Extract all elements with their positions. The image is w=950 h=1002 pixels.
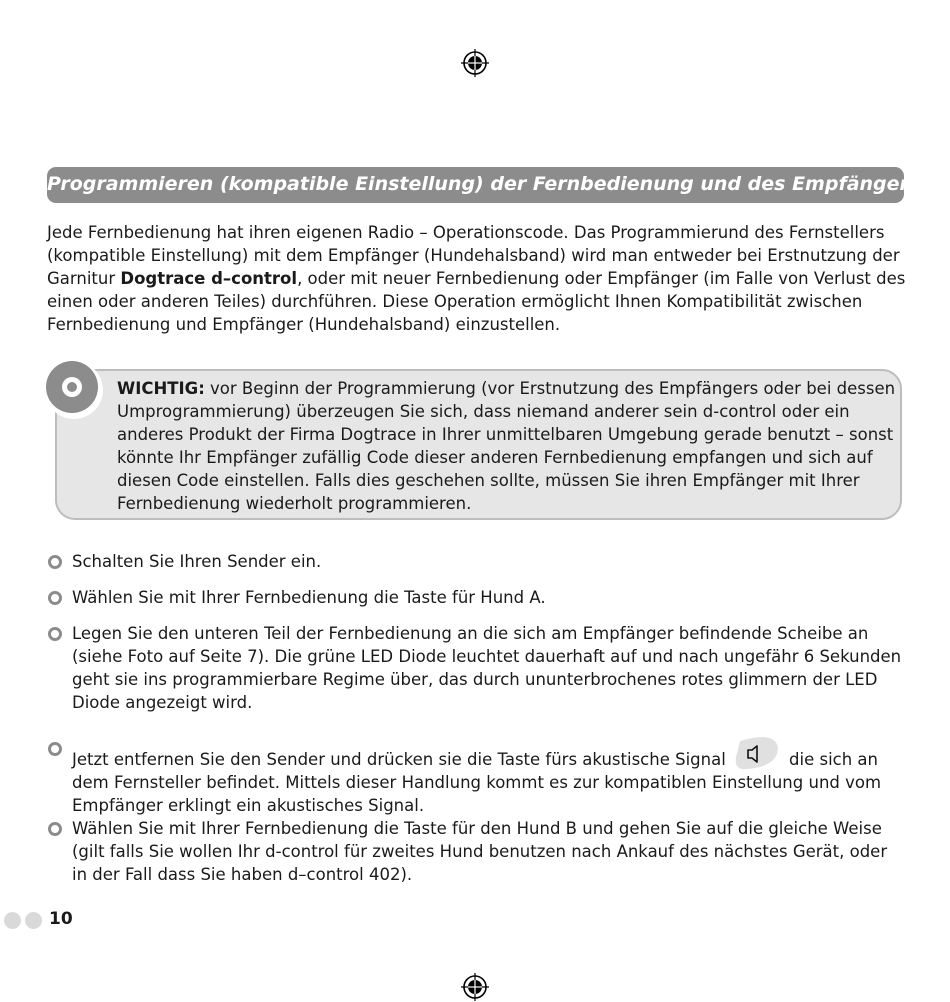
brand-name: Dogtrace d–control <box>120 269 298 288</box>
list-item <box>47 550 321 573</box>
intro-paragraph <box>47 221 907 336</box>
step-text: Jetzt entfernen Sie den Sender und drücken sie die Taste fürs akustische Signal <box>72 750 726 769</box>
bullet-icon <box>48 555 62 569</box>
section-heading-bar <box>47 167 921 203</box>
section-heading: Programmieren (kompatible Einstellung) der Fernbedienung und des Empfängers <box>47 173 921 195</box>
step-text: Wählen Sie mit Ihrer Fernbedienung die Taste für Hund A. <box>72 588 546 607</box>
list-item <box>47 586 546 609</box>
intro-text-1: Jede Fernbedienung hat ihren eigenen Radio – Operationscode. Das Programmierund des Fernstellers (kompatible Einstellung) mit dem Empfänger (Hundehalsband) wird man entweder bei Erstnutzung der Garnitur <box>47 223 900 288</box>
intro-text-2: , oder mit neuer Fernbedienung oder Empfänger (im Falle von Verlust des einen oder anderen Teiles) durchführen. Diese Operation ermöglicht Ihnen Kompatibilität zwischen Fernbedienung und Empfänger (Hundehalsband) einzustellen. <box>47 269 906 334</box>
step-text: die sich an dem Fernsteller befindet. Mittels dieser Handlung kommt es zur kompatiblen Einstellung und vom Empfänger erklingt ein akustisches Signal. <box>72 750 882 815</box>
important-note-text <box>117 377 897 515</box>
list-item <box>47 817 907 886</box>
step-text: Legen Sie den unteren Teil der Fernbedienung an die sich am Empfänger befindende Scheibe an (siehe Foto auf Seite 7). Die grüne LED Diode leuchtet dauerhaft auf und nach ungefähr 6 Sekunden geht sie ins programmierbare Regime über, das durch ununterbrochenes rotes glimmern der LED Diode angezeigt wird. <box>72 624 902 712</box>
footer-dot-icon <box>25 912 42 929</box>
list-item <box>47 622 907 714</box>
bullet-icon <box>48 627 62 641</box>
page-number: 10 <box>49 909 73 929</box>
step-text: Schalten Sie Ihren Sender ein. <box>72 552 322 571</box>
step-text: Wählen Sie mit Ihrer Fernbedienung die Taste für den Hund B und gehen Sie auf die gleiche Weise (gilt falls Sie wollen Ihr d-control für zweites Hund benutzen nach Ankauf des nächstes Gerät, oder in der Fall dass Sie haben d–control 402). <box>72 819 888 884</box>
registration-mark-icon <box>461 49 489 77</box>
bullet-icon <box>48 742 62 756</box>
speaker-icon <box>734 737 780 771</box>
important-body: vor Beginn der Programmierung (vor Erstnutzung des Empfängers oder bei dessen Umprogrammierung) überzeugen Sie sich, dass niemand anderer sein d-control oder ein anderes Produkt der Firma Dogtrace in Ihrer unmittelbaren Umgebung gerade benutzt – sonst könnte Ihr Empfänger zufällig Code dieser anderen Fernbedienung empfangen und sich auf diesen Code einstellen. Falls dies geschehen sollte, müssen Sie ihren Empfänger mit Ihrer Fernbedienung wiederholt programmieren. <box>117 379 896 513</box>
bullet-icon <box>48 822 62 836</box>
registration-mark-icon <box>461 973 489 1001</box>
footer-dot-icon <box>4 912 21 929</box>
cd-disc-icon <box>44 360 104 420</box>
important-label: WICHTIG: <box>117 379 205 398</box>
list-item <box>47 737 907 817</box>
bullet-icon <box>48 591 62 605</box>
